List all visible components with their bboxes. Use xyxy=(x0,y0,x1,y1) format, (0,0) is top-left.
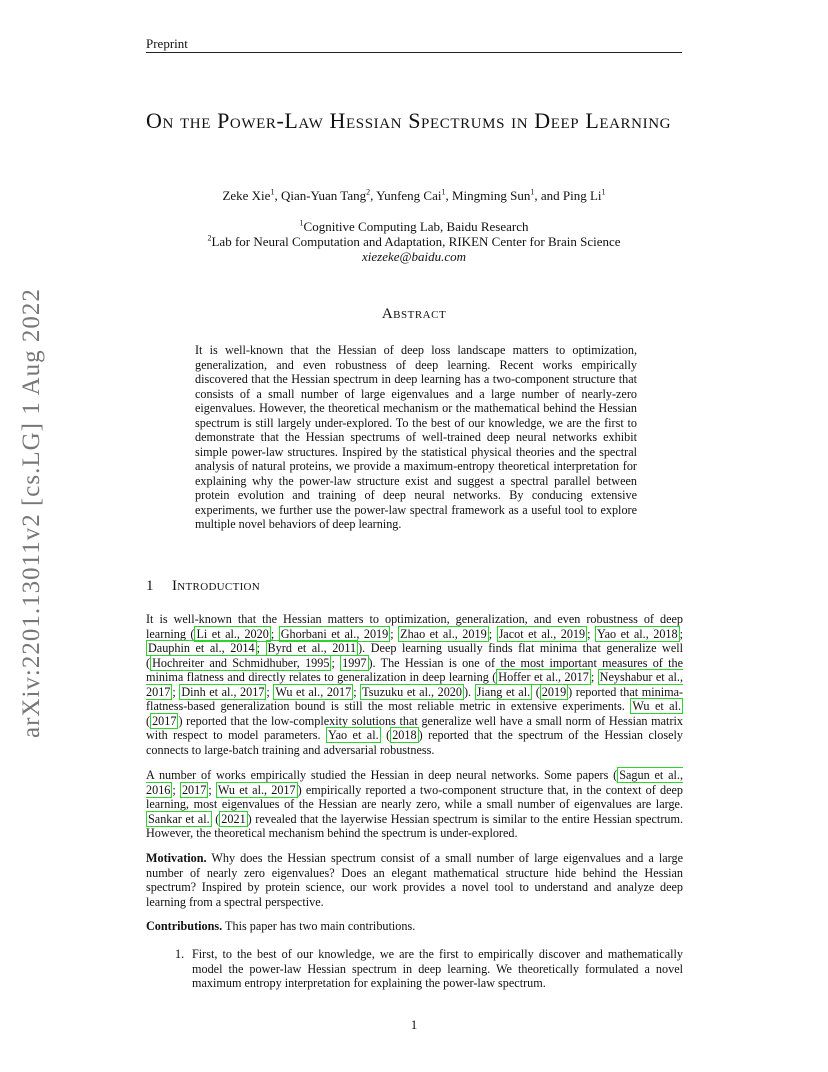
paragraph-lead: Motivation. xyxy=(146,851,207,865)
citation-link[interactable]: Yao et al. xyxy=(327,728,379,742)
citation-link[interactable]: Ghorbani et al., 2019 xyxy=(280,626,389,641)
author-list: Zeke Xie$^1$, Qian-Yuan Tang$^2$, Yunfeng Cai$^1$, Mingming Sun$^1$, and Ping Li$^1$ xyxy=(222,187,606,203)
affiliation-number: 2 xyxy=(207,233,212,243)
citation-link[interactable]: Hochreiter and Schmidhuber, 1995 xyxy=(152,655,330,670)
author-name: Qian-Yuan Tang xyxy=(280,188,367,203)
citation-link[interactable]: Tsuzuku et al., 2020 xyxy=(362,684,462,699)
author-name: Ping Li xyxy=(562,188,602,203)
paragraph-lead: Contributions. xyxy=(146,919,223,933)
citation-link[interactable]: Jiang et al. xyxy=(476,684,531,699)
abstract-body: It is well-known that the Hessian of deep loss landscape matters to optimization, generalization, and even robustness of deep learning. Recent works empirically discovered that the Hessian spectrum in deep learning has a two-component structure that consists of a small number of large eigenvalues and a large number of nearly-zero eigenvalues. However, the theoretical mechanism or the mathematical behind the Hessian spectrum is still largely under-explored. To the best of our knowledge, we are the first to demonstrate that the Hessian spectrums of well-trained deep neural networks exhibit simple power-law structures. Inspired by the statistical physical theories and the spectral analysis of natural proteins, we provide a maximum-entropy theoretical interpretation for explaining why the power-law structure exist and suggest a spectral parallel between protein evolution and training of deep neural networks. By conducing extensive experiments, we further use the power-law spectral framework as a useful tool to explore multiple novel behaviors of deep learning. xyxy=(195,343,637,531)
paper-title: On the Power-Law Hessian Spectrums in Deep Learning xyxy=(146,108,672,133)
page-number: 1 xyxy=(410,1017,418,1032)
citation-link[interactable]: 2017 xyxy=(152,713,177,728)
citation-link[interactable]: Hoffer et al., 2017 xyxy=(498,670,589,684)
affiliation-1 xyxy=(146,219,682,235)
author-email[interactable]: xiezeke@baidu.com xyxy=(362,249,466,264)
affiliation-text: Lab for Neural Computation and Adaptation, RIKEN Center for Brain Science xyxy=(211,234,621,249)
citation-link[interactable]: Wu et al. xyxy=(632,699,681,713)
author-name: Yunfeng Cai xyxy=(376,188,442,203)
citation-link[interactable]: Jacot et al., 2019 xyxy=(498,626,586,641)
author-name: Mingming Sun xyxy=(451,188,531,203)
section-number: 1 xyxy=(146,578,154,594)
author-affiliation-mark: 1 xyxy=(270,187,275,197)
citation-link[interactable]: 2018 xyxy=(392,728,417,742)
citation-link[interactable]: 2019 xyxy=(541,684,567,699)
citation-link[interactable]: Yao et al., 2018 xyxy=(597,626,678,641)
contributions-paragraph: Contributions. This paper has two main contributions. xyxy=(146,919,416,933)
abstract-heading: Abstract xyxy=(381,306,447,322)
author-affiliation-mark: 1 xyxy=(530,187,535,197)
motivation-paragraph: Motivation. Why does the Hessian spectrum consist of a small number of large eigenvalues and a large number of nearly zero eigenvalues? Does an elegant mathematical structure hide behind the Hessian spectrum? Inspired by protein science, our work provides a novel tool to understand and analyze deep learning from a spectral perspective. xyxy=(146,851,683,909)
author-affiliation-mark: 1 xyxy=(601,187,606,197)
section-heading xyxy=(146,578,260,595)
affiliation-text: Cognitive Computing Lab, Baidu Research xyxy=(303,219,529,234)
affiliation-2 xyxy=(146,234,682,250)
citation-link[interactable]: Byrd et al., 2011 xyxy=(267,641,357,655)
list-item-text: First, to the best of our knowledge, we are the first to empirically discover and mathematically model the power-law Hessian spectrum in deep learning. We theoretically formulated a novel maximum entropy interpretation for explaining the power-law spectrum. xyxy=(192,947,683,990)
citation-link[interactable]: Li et al., 2020 xyxy=(196,626,269,641)
citation-link[interactable]: 2017 xyxy=(181,782,207,797)
citation-link[interactable]: Wu et al., 2017 xyxy=(217,782,296,797)
citation-link[interactable]: Wu et al., 2017 xyxy=(275,684,352,699)
citation-link[interactable]: Zhao et al., 2019 xyxy=(400,626,487,641)
intro-paragraph-2: A number of works empirically studied the Hessian in deep neural networks. Some papers ( Sagun et al., 2016 ; 2017 ; Wu et al., 2017 ) empirically reported a two-component structure that, in the context of deep learning, most eigenvalues of the Hessian are nearly zero, while a small number of eigenvalues are large. Sankar et al. ( 2021 ) revealed that the layerwise Hessian spectrum is similar to the entire Hessian spectrum. However, the theoretical mechanism behind the spectrum is under-explored. xyxy=(146,768,684,840)
author-affiliation-mark: 2 xyxy=(366,187,371,197)
citation-link[interactable]: Sankar et al. xyxy=(148,811,210,826)
citation-link[interactable]: Dinh et al., 2017 xyxy=(181,684,265,699)
citation-link[interactable]: 1997 xyxy=(342,655,367,670)
citation-link[interactable]: Neyshabur et al., 2017 xyxy=(146,670,683,699)
running-header: Preprint xyxy=(146,36,188,51)
affiliation-number: 1 xyxy=(299,218,304,228)
citation-link[interactable]: Sagun et al., 2016 xyxy=(146,768,683,797)
list-item-label: 1. xyxy=(175,947,185,961)
citation-link[interactable]: 2021 xyxy=(221,811,246,826)
author-affiliation-mark: 1 xyxy=(441,187,446,197)
arxiv-stamp: arXiv:2201.13011v2 [cs.LG] 1 Aug 2022 xyxy=(18,288,45,738)
author-name: Zeke Xie xyxy=(222,188,271,203)
citation-link[interactable]: Dauphin et al., 2014 xyxy=(148,641,255,655)
intro-paragraph-1: It is well-known that the Hessian matters to optimization, generalization, and even robustness of deep learning ( Li et al., 2020 ; Ghorbani et al., 2019 ; Zhao et al., 2019 ; Jacot et al., 2019 ; Yao et al., 2018 ; Dauphin et al., 2014 ; Byrd et al., 2011 ). Deep learning usually finds flat minima that generalize well ( Hochreiter and Schmidhuber, 1995 ; 1997 ). The Hessian is one of the most important measures of the minima flatness and directly relates to generalization in deep learning ( Hoffer et al., 2017 ; Neyshabur et al., 2017 ; Dinh et al., 2017 ; Wu et al., 2017 ; Tsuzuku et al., 2020 ). Jiang et al. ( 2019 ) reported that minima-flatness-based generalization bound is still the most reliable metric in extensive experiments. Wu et al. ( 2017 ) reported that the low-complexity solutions that generalize well have a small norm of Hessian matrix with respect to model parameters. Yao et al. ( 2018 ) reported that the spectrum of the Hessian closely connects to large-batch training and adversarial robustness. xyxy=(146,612,684,757)
list-item xyxy=(175,947,683,991)
header-rule xyxy=(146,52,682,53)
section-title: Introduction xyxy=(172,578,261,594)
